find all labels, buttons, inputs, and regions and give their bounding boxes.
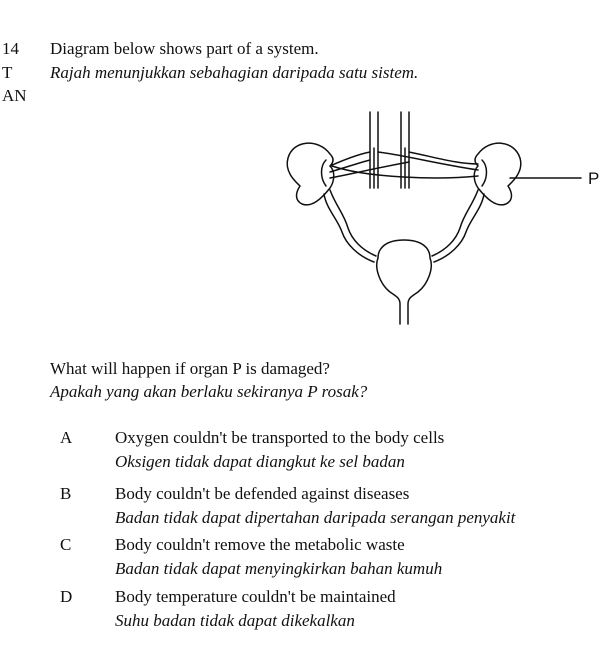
- label-p: P: [588, 169, 600, 188]
- option-c-letter[interactable]: C: [60, 535, 72, 554]
- question-stem-english: Diagram below shows part of a system.: [50, 39, 319, 58]
- option-d-letter[interactable]: D: [60, 587, 73, 606]
- option-a-malay[interactable]: Oksigen tidak dapat diangkut ke sel badan: [115, 452, 405, 471]
- option-b-english[interactable]: Body couldn't be defended against diseases: [115, 484, 410, 503]
- option-a-english[interactable]: Oxygen couldn't be transported to the body cells: [115, 428, 445, 447]
- bladder: [378, 240, 431, 324]
- question-stem-malay: Rajah menunjukkan sebahagian daripada satu sistem.: [50, 63, 419, 82]
- right-kidney: [474, 143, 521, 205]
- renal-vessels: [330, 152, 478, 178]
- option-c-malay[interactable]: Badan tidak dapat menyingkirkan bahan kumuh: [115, 559, 443, 578]
- option-d-english[interactable]: Body temperature couldn't be maintained: [115, 587, 396, 606]
- option-a-letter[interactable]: A: [60, 428, 73, 447]
- prompt-english: What will happen if organ P is damaged?: [50, 359, 330, 378]
- left-kidney: [287, 143, 334, 205]
- urinary-system-diagram: [278, 108, 608, 328]
- question-number-line-2: T: [2, 63, 13, 82]
- prompt-malay: Apakah yang akan berlaku sekiranya P rosak?: [50, 382, 368, 401]
- option-c-english[interactable]: Body couldn't remove the metabolic waste: [115, 535, 405, 554]
- question-number-line-3: AN: [2, 86, 27, 105]
- option-d-malay[interactable]: Suhu badan tidak dapat dikekalkan: [115, 611, 355, 630]
- question-number: 14: [2, 39, 19, 58]
- option-b-malay[interactable]: Badan tidak dapat dipertahan daripada serangan penyakit: [115, 508, 516, 527]
- option-b-letter[interactable]: B: [60, 484, 72, 503]
